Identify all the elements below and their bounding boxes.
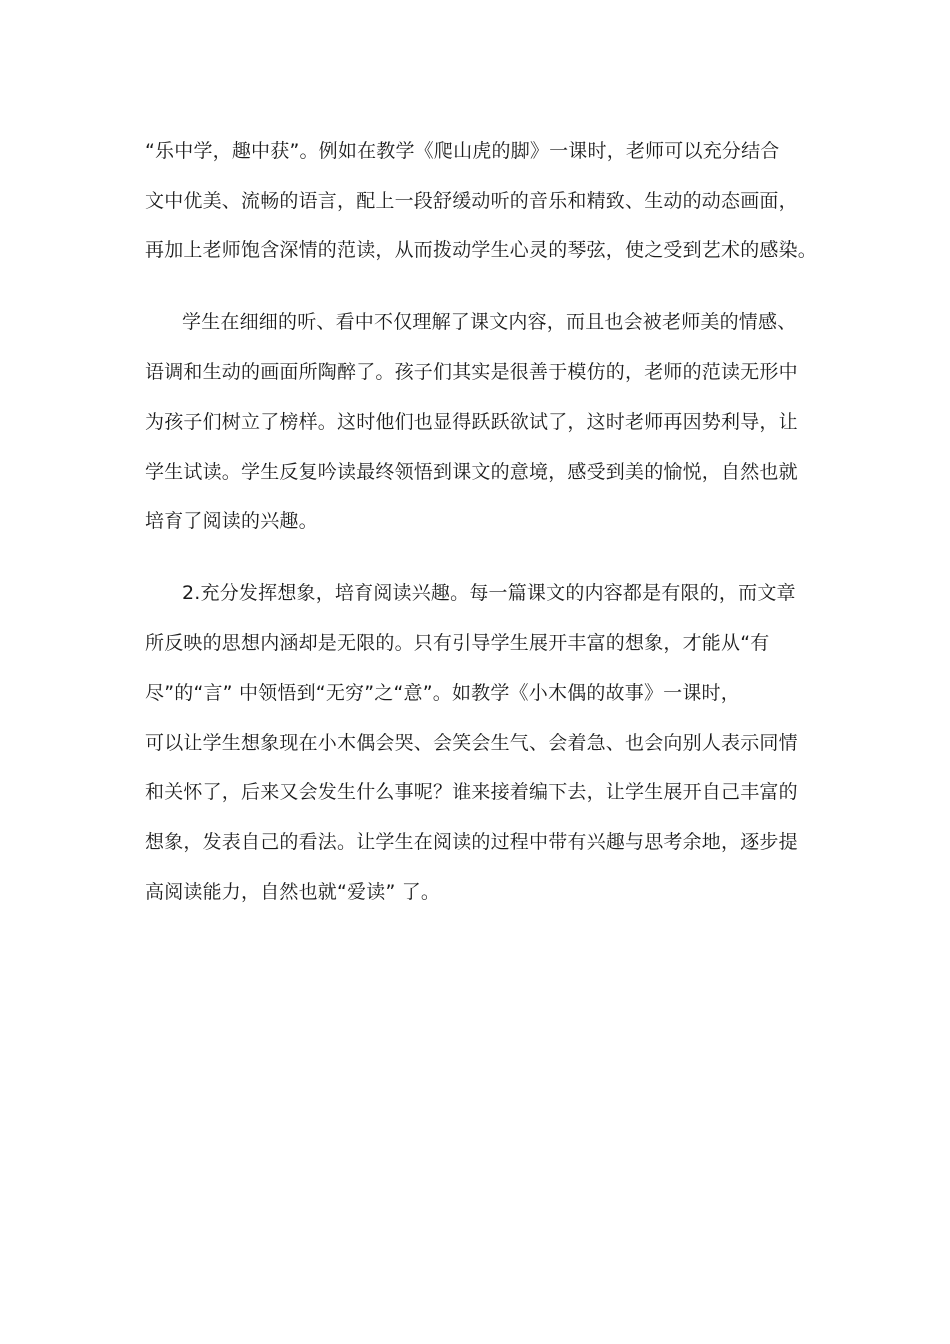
text-line: 学生试读。学生反复吟读最终领悟到课文的意境，感受到美的愉悦，自然也就 (145, 461, 798, 483)
text-line: 2.充分发挥想象，培育阅读兴趣。每一篇课文的内容都是有限的，而文章 (182, 582, 796, 604)
text-line: 语调和生动的画面所陶醉了。孩子们其实是很善于模仿的，老师的范读无形中 (145, 361, 798, 383)
text-line: 想象，发表自己的看法。让学生在阅读的过程中带有兴趣与思考余地，逐步提 (145, 831, 798, 853)
text-line: 为孩子们树立了榜样。这时他们也显得跃跃欲试了，这时老师再因势利导，让 (145, 411, 798, 433)
text-line: “乐中学，趣中获”。例如在教学《爬山虎的脚》一课时，老师可以充分结合 (145, 140, 780, 162)
text-line: 学生在细细的听、看中不仅理解了课文内容，而且也会被老师美的情感、 (182, 311, 797, 333)
text-line: 高阅读能力，自然也就“爱读” 了。 (145, 881, 441, 903)
text-line: 尽”的“言” 中领悟到“无穷”之“意”。如教学《小木偶的故事》一课时， (145, 682, 740, 704)
text-line: 培育了阅读的兴趣。 (145, 510, 318, 532)
text-line: 再加上老师饱含深情的范读，从而拨动学生心灵的琴弦，使之受到艺术的感染。 (145, 239, 818, 261)
text-line: 可以让学生想象现在小木偶会哭、会笑会生气、会着急、也会向别人表示同情 (145, 732, 798, 754)
text-line: 和关怀了，后来又会发生什么事呢？谁来接着编下去，让学生展开自己丰富的 (145, 781, 798, 803)
text-line: 所反映的思想内涵却是无限的。只有引导学生展开丰富的想象，才能从“有 (145, 632, 770, 654)
text-line: 文中优美、流畅的语言，配上一段舒缓动听的音乐和精致、生动的动态画面， (145, 190, 798, 212)
